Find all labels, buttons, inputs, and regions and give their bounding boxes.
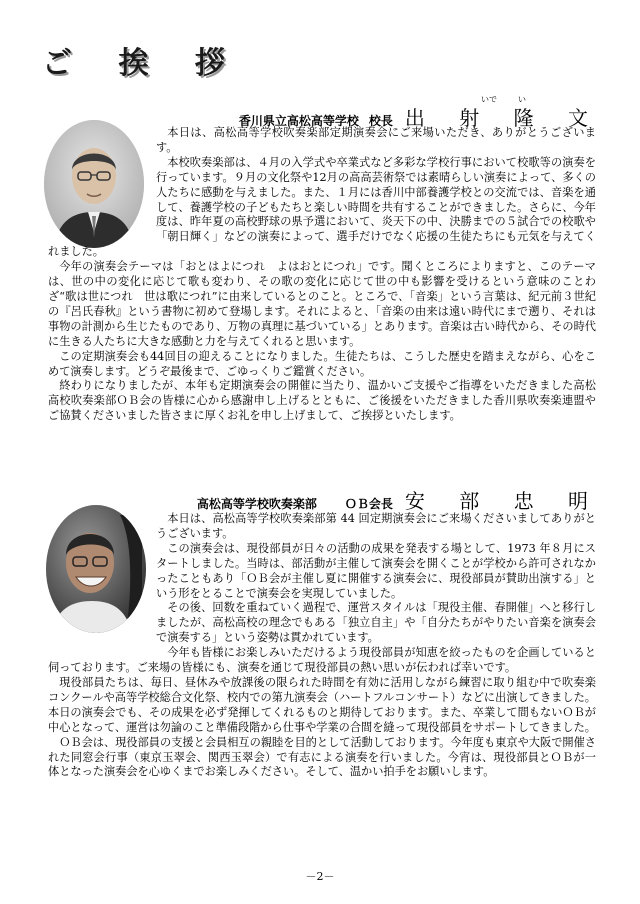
- principal-paragraph: 本校吹奏楽部は、４月の入学式や卒業式など多彩な学校行事において校歌等の演奏を行っています。９月の文化祭や12月の高高芸術祭では素晴らしい演奏によって、多くの人たちに感動を与えました。また、１月には香川中部養護学校との交流では、音楽を通して、養護学校の子どもたちと楽しい時間を共有することができました。さらに、今年度は、昨年夏の高校野球の県予選において、炎天下の中、決勝までの５試合での校歌や「朝日輝く」などの演奏によって、選手だけでなく応援の生徒たちにも元気を与えてくれました。: [48, 155, 596, 259]
- principal-paragraph: 今年の演奏会テーマは「おとはよにつれ よはおとにつれ」です。聞くところによりますと、このテーマは、世の中の変化に応じて歌も変わり、その歌の変化に応じて世の中も影響を受けるという意味のことわざ“歌は世につれ 世は歌につれ”に由来しているとのこと。ところで、「音楽」という言葉は、紀元前３世紀の『呂氏春秋』という書物に初めて登場します。それによると、「音楽の由来は遠い時代にまで遡り、それは事物の計測から生じたものであり、万物の真理に基づいている」とあります。音楽は古い時代から、その時代に生きる人たちに大きな感動と力を与えてくれると思います。: [48, 260, 596, 348]
- principal-paragraph: 本日は、高松高等学校吹奏楽部定期演奏会にご来場いただき、ありがとうございます。: [156, 126, 596, 154]
- ob-paragraph: ＯＢ会は、現役部員の支援と会員相互の親睦を目的として活動しております。今年度も東京や大阪で開催された同窓会行事（東京玉翠会、関西玉翠会）で有志による演奏を行いました。今宵は、現役部員とＯＢが一体となった演奏会を心ゆくまでお楽しみください。そして、温かい拍手をお願いします。: [48, 735, 596, 779]
- ob-paragraph: 現役部員たちは、毎日、昼休みや放課後の限られた時間を有効に活用しながら練習に取り組む中で吹奏楽コンクールや高等学校総合文化祭、校内での第九演奏会（ハートフルコンサート）などに出演してきました。本日の演奏会でも、その成果を必ず発揮してくれるものと期待しております。また、卒業して間もないＯＢが中心となって、運営は勿論のこと準備段階から仕事や学業の合間を縫って現役部員をサポートしてきました。: [48, 675, 596, 734]
- ob-paragraph: この演奏会は、現役部員が日々の活動の成果を発表する場として、1973 年８月にスタートしました。当時は、部活動が主催して演奏会を開くことが学校から許可されなかったこともあり「ＯＢ会が主催し夏に開催する演奏会に、現役部員が賛助出演する」という形をとることで演奏会を実現していました。: [156, 541, 596, 600]
- page-title: ご 挨 拶: [42, 46, 243, 81]
- ob-role: ＯＢ会長: [344, 497, 393, 511]
- ob-greeting: [48, 512, 596, 780]
- ruby-i: い: [518, 95, 526, 104]
- principal-greeting: [48, 126, 596, 424]
- ob-paragraph: 本日は、高松高等学校吹奏楽部第 44 回定期演奏会にご来場くださいましてありがとうございます。: [156, 512, 596, 540]
- ob-president-name: 安 部 忠 明: [404, 489, 602, 513]
- principal-name: 出 射 隆 文: [404, 106, 602, 130]
- principal-paragraph: この定期演奏会も44回目の迎えることになりました。生徒たちは、こうした歴史を踏まえながら、心をこめて演奏します。どうぞ最後まで、ごゆっくりご鑑賞ください。: [48, 349, 596, 378]
- school-name: 香川県立高松高等学校: [238, 114, 359, 128]
- page-number: －2－: [305, 870, 335, 883]
- ob-byline: [197, 485, 602, 514]
- club-name: 高松高等学校吹奏楽部: [196, 497, 317, 511]
- ob-paragraph: 今年も皆様にお楽しみいただけるよう現役部員が知恵を絞ったものを企画していると伺っております。ご来場の皆様にも、演奏を通じて現役部員の熱い思いが伝われば幸いです。: [48, 646, 596, 675]
- ob-paragraph: その後、回数を重ねていく過程で、運営スタイルは「現役主催、春開催」へと移行しましたが、高松高校の理念でもある「独立自主」や「自分たちがやりたい音楽を演奏会で演奏する」という姿勢は貫かれています。: [156, 601, 596, 645]
- ruby-de: いで: [481, 95, 497, 104]
- principal-paragraph: 終わりになりましたが、本年も定期演奏会の開催に当たり、温かいご支援やご指導をいただきました高松高校吹奏楽部ＯＢ会の皆様に心から感謝申し上げるとともに、ご後援をいただきました香川県吹奏楽連盟やご協賛くださいました皆さまに厚くお礼を申し上げまして、ご挨拶といたします。: [48, 379, 596, 423]
- principal-role: 校長: [368, 114, 393, 128]
